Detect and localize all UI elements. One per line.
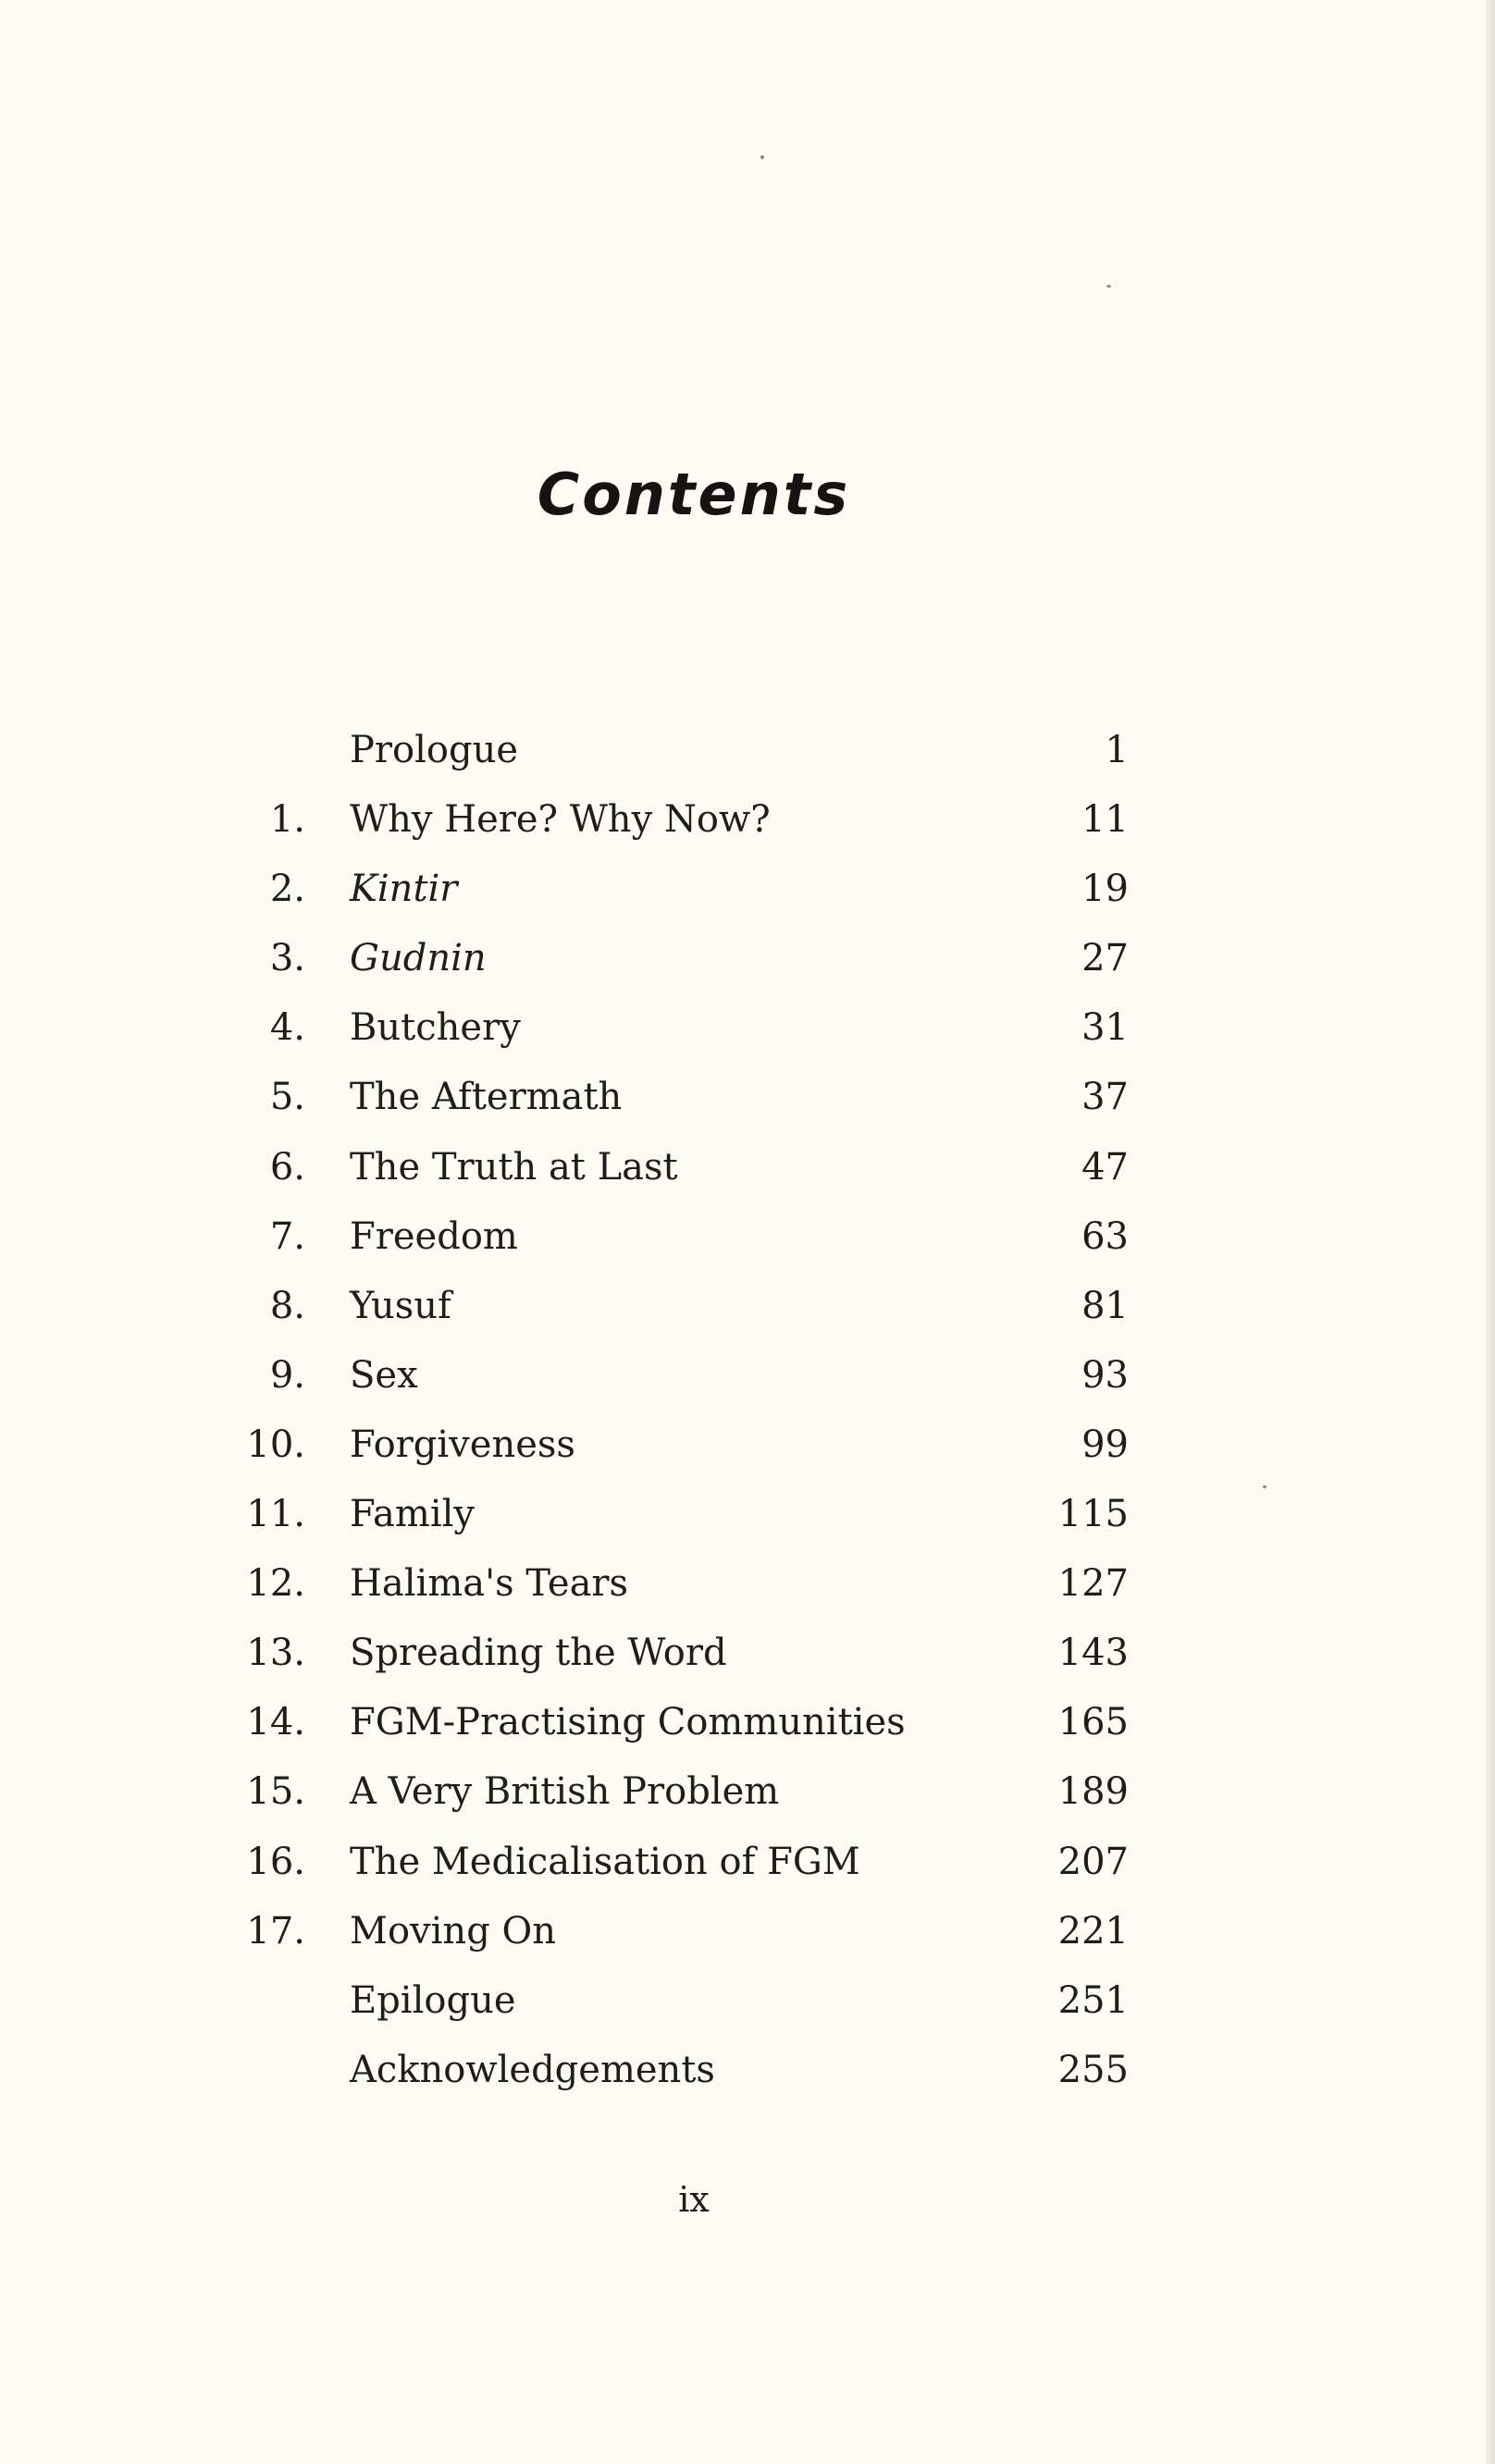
chapter-title: Kintir [350,868,458,911]
chapter-title: Gudnin [350,937,487,980]
chapter-title: FGM-Practising Communities [350,1701,906,1744]
chapter-title: Family [350,1493,475,1536]
page-number: 115 [1057,1493,1129,1536]
chapter-title: The Medicalisation of FGM [350,1840,860,1883]
toc-entry-chapter-14[interactable] [0,1688,1495,1757]
chapter-title: Epilogue [350,1978,516,2022]
page-number: 251 [1057,1978,1129,2022]
toc-entry-prologue[interactable] [0,716,1495,785]
chapter-number: 8. [269,1284,305,1327]
chapter-title: Butchery [350,1006,521,1050]
chapter-title: Prologue [350,729,519,771]
toc-entry-chapter-7[interactable] [0,1202,1495,1272]
page-number: 207 [1057,1840,1129,1883]
chapter-number: 16. [246,1840,305,1883]
contents-heading: Contents [537,460,851,528]
chapter-number: 10. [246,1423,305,1466]
chapter-title: Halima's Tears [350,1562,629,1606]
page-number: 81 [1081,1284,1129,1327]
toc-entry-chapter-17[interactable] [0,1897,1495,1966]
toc-entry-acknowledgements[interactable] [0,2036,1495,2105]
chapter-number: 1. [269,798,305,842]
paper-speck [760,155,764,159]
toc-entry-chapter-6[interactable] [0,1133,1495,1202]
chapter-title: Forgiveness [350,1423,575,1466]
page-number: 127 [1057,1562,1129,1606]
chapter-title: The Aftermath [350,1076,623,1119]
chapter-number: 9. [269,1353,305,1397]
page-number: 255 [1057,2048,1129,2091]
chapter-number: 2. [269,868,305,911]
page-number: 1 [1105,729,1129,771]
table-of-contents [0,716,1495,2105]
page-number: 221 [1057,1909,1129,1953]
page-number: 19 [1081,868,1129,911]
chapter-title: Freedom [350,1214,518,1258]
chapter-title: Acknowledgements [350,2048,715,2091]
page-number: 99 [1081,1423,1129,1466]
chapter-number: 5. [269,1076,305,1119]
page-number: 47 [1081,1145,1129,1189]
toc-entry-chapter-3[interactable] [0,924,1495,993]
chapter-number: 13. [246,1632,305,1675]
toc-entry-chapter-13[interactable] [0,1619,1495,1688]
toc-entry-chapter-12[interactable] [0,1549,1495,1619]
toc-entry-chapter-5[interactable] [0,1063,1495,1132]
chapter-number: 17. [246,1909,305,1953]
page-number: 37 [1081,1076,1129,1119]
toc-entry-chapter-9[interactable] [0,1341,1495,1411]
page-number: 31 [1081,1006,1129,1050]
chapter-number: 14. [246,1701,305,1744]
page-number: 63 [1081,1214,1129,1258]
page-number: 27 [1081,937,1129,980]
chapter-title: The Truth at Last [350,1145,678,1189]
chapter-title: Spreading the Word [350,1632,727,1675]
chapter-number: 7. [269,1214,305,1258]
page-number: 165 [1057,1701,1129,1744]
chapter-title: Moving On [350,1909,557,1953]
toc-entry-chapter-2[interactable] [0,855,1495,924]
chapter-number: 11. [246,1493,305,1536]
chapter-number: 12. [246,1562,305,1606]
toc-entry-chapter-11[interactable] [0,1480,1495,1549]
toc-entry-chapter-16[interactable] [0,1828,1495,1897]
page-number: 11 [1081,798,1129,842]
chapter-number: 4. [269,1006,305,1050]
folio-page-number: ix [678,2179,710,2220]
toc-entry-epilogue[interactable] [0,1966,1495,2036]
chapter-title: A Very British Problem [350,1770,780,1814]
page-number: 189 [1057,1770,1129,1814]
chapter-number: 6. [269,1145,305,1189]
toc-entry-chapter-8[interactable] [0,1272,1495,1341]
chapter-number: 15. [246,1770,305,1814]
toc-entry-chapter-4[interactable] [0,993,1495,1063]
page-number: 93 [1081,1353,1129,1397]
toc-entry-chapter-10[interactable] [0,1411,1495,1480]
page-number: 143 [1057,1632,1129,1675]
chapter-title: Why Here? Why Now? [350,798,771,842]
toc-entry-chapter-15[interactable] [0,1757,1495,1827]
chapter-title: Sex [350,1353,418,1397]
paper-speck [1106,285,1111,288]
toc-entry-chapter-1[interactable] [0,785,1495,855]
chapter-title: Yusuf [350,1284,451,1327]
chapter-number: 3. [269,937,305,980]
